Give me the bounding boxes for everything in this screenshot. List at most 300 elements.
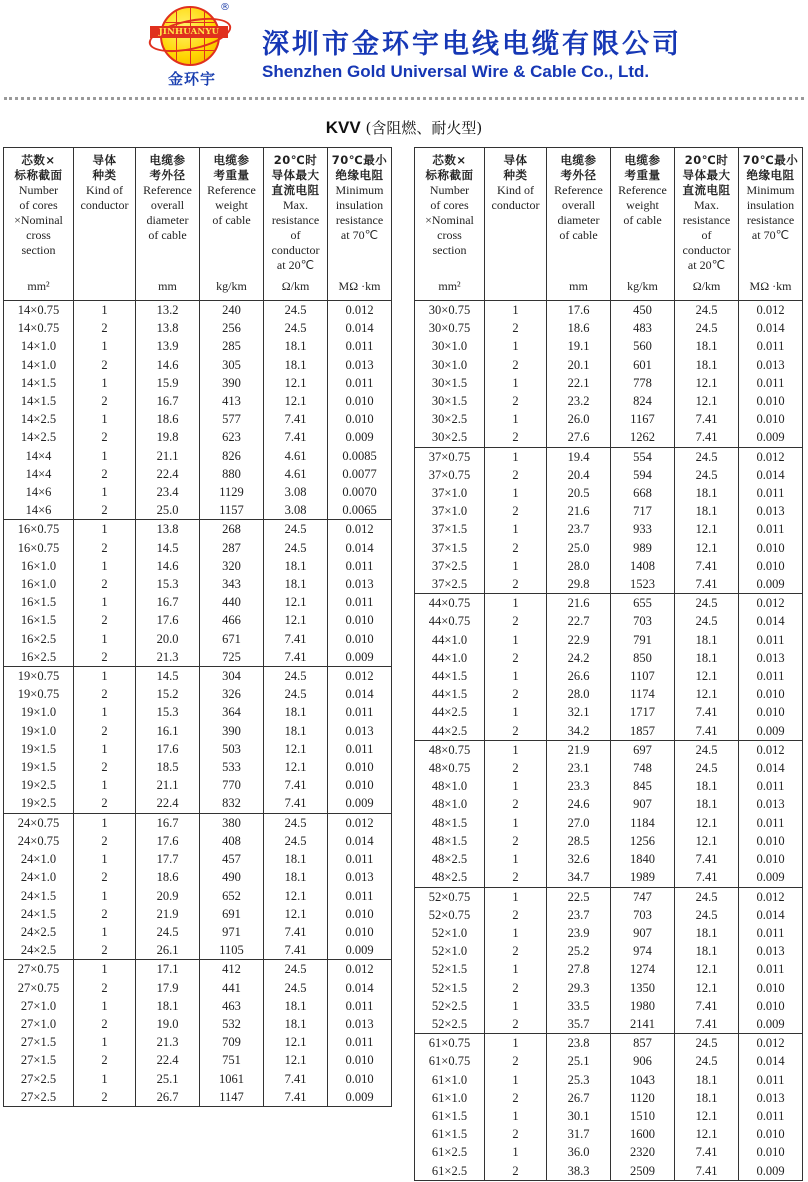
cell-max-resistance: 12.1: [675, 667, 739, 685]
cell-conductor-kind: 1: [485, 410, 547, 428]
cell-conductor-kind: 1: [74, 813, 136, 832]
cell-cores-section: 37×1.0: [415, 502, 485, 520]
table-row: [415, 1107, 803, 1125]
cell-cable-weight: 594: [611, 466, 675, 484]
cell-overall-diameter: 34.2: [547, 722, 611, 741]
cell-max-resistance: 12.1: [264, 905, 328, 923]
cell-cores-section: 24×0.75: [4, 813, 74, 832]
cell-cable-weight: 971: [200, 923, 264, 941]
cell-overall-diameter: 21.1: [136, 447, 200, 465]
cell-cores-section: 24×0.75: [4, 832, 74, 850]
cell-cores-section: 19×1.5: [4, 740, 74, 758]
cell-insulation-resistance: 0.012: [739, 1034, 803, 1053]
cell-cores-section: 52×0.75: [415, 906, 485, 924]
table-row: [415, 594, 803, 613]
cell-conductor-kind: 1: [74, 410, 136, 428]
cell-cable-weight: 1167: [611, 410, 675, 428]
cell-max-resistance: 24.5: [264, 685, 328, 703]
cell-conductor-kind: 1: [74, 960, 136, 979]
cell-conductor-kind: 1: [485, 1034, 547, 1053]
cell-overall-diameter: 22.4: [136, 794, 200, 813]
cell-max-resistance: 12.1: [264, 392, 328, 410]
column-header-cn: 芯数× 标称截面: [14, 153, 63, 182]
table-row: [415, 337, 803, 355]
cell-cable-weight: 1184: [611, 814, 675, 832]
cell-conductor-kind: 1: [485, 631, 547, 649]
cell-conductor-kind: 2: [485, 575, 547, 594]
table-row: [4, 593, 392, 611]
table-row: [4, 374, 392, 392]
cell-cores-section: 44×1.5: [415, 685, 485, 703]
cell-cores-section: 24×2.5: [4, 923, 74, 941]
cell-max-resistance: 7.41: [264, 1088, 328, 1107]
cell-max-resistance: 24.5: [264, 520, 328, 539]
cell-max-resistance: 24.5: [264, 667, 328, 686]
cell-insulation-resistance: 0.009: [739, 428, 803, 447]
cell-cores-section: 30×1.5: [415, 374, 485, 392]
cell-conductor-kind: 2: [485, 466, 547, 484]
cell-max-resistance: 7.41: [264, 648, 328, 667]
cell-overall-diameter: 25.2: [547, 942, 611, 960]
cell-cable-weight: 1147: [200, 1088, 264, 1107]
page-title: [0, 117, 808, 138]
cell-cores-section: 37×0.75: [415, 447, 485, 466]
cell-overall-diameter: 24.2: [547, 649, 611, 667]
cell-conductor-kind: 2: [485, 1162, 547, 1181]
table-row: [4, 941, 392, 960]
cell-conductor-kind: 1: [485, 814, 547, 832]
column-unit: Ω/km: [692, 279, 721, 293]
table-row: [415, 722, 803, 741]
cell-overall-diameter: 29.3: [547, 979, 611, 997]
column-header-max-resistance: [675, 148, 739, 301]
cell-cores-section: 48×1.0: [415, 795, 485, 813]
cell-overall-diameter: 17.6: [136, 832, 200, 850]
cell-cable-weight: 1262: [611, 428, 675, 447]
column-header-en: Minimum insulation resistance at 70℃: [746, 183, 795, 242]
table-row: [415, 631, 803, 649]
cell-overall-diameter: 20.4: [547, 466, 611, 484]
cell-cores-section: 19×0.75: [4, 667, 74, 686]
cell-overall-diameter: 18.6: [136, 868, 200, 886]
table-row: [415, 887, 803, 906]
table-row: [415, 484, 803, 502]
cell-max-resistance: 18.1: [675, 337, 739, 355]
cell-cores-section: 14×0.75: [4, 301, 74, 320]
cell-cores-section: 48×0.75: [415, 740, 485, 759]
cell-cores-section: 61×0.75: [415, 1034, 485, 1053]
column-header-cn: 电缆参 考外径: [560, 153, 597, 182]
column-unit: mm²: [438, 279, 461, 293]
table-row: [4, 520, 392, 539]
cell-insulation-resistance: 0.010: [328, 923, 392, 941]
cell-cable-weight: 364: [200, 703, 264, 721]
cell-cores-section: 61×2.5: [415, 1162, 485, 1181]
table-row: [4, 1070, 392, 1088]
table-row: [415, 1015, 803, 1034]
table-row: [4, 392, 392, 410]
cell-cores-section: 16×1.5: [4, 611, 74, 629]
cell-max-resistance: 7.41: [675, 1143, 739, 1161]
cell-overall-diameter: 20.1: [547, 356, 611, 374]
cell-max-resistance: 7.41: [675, 997, 739, 1015]
cell-cores-section: 37×2.5: [415, 575, 485, 594]
column-header-cable-weight: [200, 148, 264, 301]
cell-insulation-resistance: 0.013: [739, 1089, 803, 1107]
cell-insulation-resistance: 0.014: [328, 539, 392, 557]
cell-max-resistance: 18.1: [264, 575, 328, 593]
cell-cable-weight: 845: [611, 777, 675, 795]
table-row: [415, 356, 803, 374]
cell-max-resistance: 24.5: [675, 906, 739, 924]
cell-cable-weight: 826: [200, 447, 264, 465]
cell-insulation-resistance: 0.010: [739, 685, 803, 703]
cell-cable-weight: 463: [200, 997, 264, 1015]
cell-conductor-kind: 1: [485, 1143, 547, 1161]
cell-cores-section: 24×2.5: [4, 941, 74, 960]
cell-cable-weight: 1600: [611, 1125, 675, 1143]
cell-cores-section: 52×2.5: [415, 997, 485, 1015]
cell-max-resistance: 12.1: [675, 1107, 739, 1125]
cell-cores-section: 16×1.5: [4, 593, 74, 611]
column-header-cn: 电缆参 考重量: [624, 153, 661, 182]
table-row: [415, 1071, 803, 1089]
cell-conductor-kind: 2: [485, 1125, 547, 1143]
cell-max-resistance: 7.41: [675, 722, 739, 741]
column-header-insulation-resistance: [739, 148, 803, 301]
table-row: [4, 850, 392, 868]
cell-cable-weight: 441: [200, 979, 264, 997]
cell-conductor-kind: 1: [485, 374, 547, 392]
table-row: [415, 850, 803, 868]
cell-cable-weight: 1510: [611, 1107, 675, 1125]
cell-cable-weight: 1157: [200, 501, 264, 520]
table-row: [415, 997, 803, 1015]
cell-overall-diameter: 26.7: [547, 1089, 611, 1107]
table-row: [415, 539, 803, 557]
cell-cores-section: 52×1.5: [415, 960, 485, 978]
cell-insulation-resistance: 0.009: [739, 868, 803, 887]
cell-conductor-kind: 1: [485, 740, 547, 759]
cell-cores-section: 30×1.0: [415, 356, 485, 374]
cell-overall-diameter: 22.4: [136, 1051, 200, 1069]
cell-max-resistance: 4.61: [264, 465, 328, 483]
cell-max-resistance: 24.5: [675, 1034, 739, 1053]
cell-cable-weight: 1274: [611, 960, 675, 978]
cell-cores-section: 52×1.0: [415, 942, 485, 960]
cell-overall-diameter: 25.1: [136, 1070, 200, 1088]
cell-conductor-kind: 1: [485, 520, 547, 538]
column-header-cn: 电缆参 考外径: [149, 153, 186, 182]
cell-insulation-resistance: 0.010: [739, 539, 803, 557]
table-row: [415, 319, 803, 337]
cell-conductor-kind: 2: [485, 319, 547, 337]
cell-cable-weight: 390: [200, 722, 264, 740]
cell-max-resistance: 7.41: [264, 941, 328, 960]
cell-max-resistance: 12.1: [264, 740, 328, 758]
cell-insulation-resistance: 0.010: [739, 703, 803, 721]
cell-max-resistance: 12.1: [675, 539, 739, 557]
cell-cable-weight: 577: [200, 410, 264, 428]
table-row: [4, 868, 392, 886]
cell-cores-section: 27×0.75: [4, 979, 74, 997]
cell-cores-section: 52×2.5: [415, 1015, 485, 1034]
cell-conductor-kind: 1: [74, 776, 136, 794]
table-row: [415, 777, 803, 795]
cell-cores-section: 52×1.0: [415, 924, 485, 942]
cell-cores-section: 27×1.0: [4, 1015, 74, 1033]
cell-insulation-resistance: 0.011: [328, 740, 392, 758]
cell-insulation-resistance: 0.012: [739, 740, 803, 759]
column-header-cores-section: [4, 148, 74, 301]
cell-cable-weight: 751: [200, 1051, 264, 1069]
cell-cores-section: 27×1.0: [4, 997, 74, 1015]
column-header-cn: 导体 种类: [92, 153, 117, 182]
cell-insulation-resistance: 0.010: [328, 758, 392, 776]
table-row: [4, 794, 392, 813]
cell-cable-weight: 770: [200, 776, 264, 794]
cell-max-resistance: 7.41: [264, 428, 328, 446]
cell-cores-section: 44×1.0: [415, 631, 485, 649]
cell-max-resistance: 12.1: [675, 374, 739, 392]
cell-conductor-kind: 1: [74, 337, 136, 355]
cell-max-resistance: 24.5: [675, 447, 739, 466]
cell-conductor-kind: 2: [74, 722, 136, 740]
cell-conductor-kind: 1: [485, 594, 547, 613]
cell-overall-diameter: 17.6: [136, 740, 200, 758]
cell-max-resistance: 18.1: [264, 337, 328, 355]
cell-overall-diameter: 19.4: [547, 447, 611, 466]
cell-conductor-kind: 2: [74, 685, 136, 703]
column-header-cn: 导体 种类: [503, 153, 528, 182]
cell-conductor-kind: 1: [485, 777, 547, 795]
table-row: [4, 703, 392, 721]
table-row: [415, 1034, 803, 1053]
cell-overall-diameter: 17.7: [136, 850, 200, 868]
cell-conductor-kind: 2: [485, 759, 547, 777]
cell-cores-section: 48×2.5: [415, 850, 485, 868]
cell-conductor-kind: 2: [74, 1015, 136, 1033]
cell-conductor-kind: 1: [485, 1071, 547, 1089]
cell-cores-section: 24×1.5: [4, 905, 74, 923]
cell-conductor-kind: 1: [74, 667, 136, 686]
cell-overall-diameter: 13.8: [136, 319, 200, 337]
cell-conductor-kind: 2: [485, 1052, 547, 1070]
cell-max-resistance: 18.1: [264, 1015, 328, 1033]
cell-conductor-kind: 1: [74, 447, 136, 465]
cell-conductor-kind: 2: [74, 575, 136, 593]
column-header-en: Minimum insulation resistance at 70℃: [335, 183, 384, 242]
cell-insulation-resistance: 0.011: [739, 374, 803, 392]
cell-insulation-resistance: 0.014: [739, 906, 803, 924]
cell-overall-diameter: 26.1: [136, 941, 200, 960]
cell-overall-diameter: 25.1: [547, 1052, 611, 1070]
column-header-insulation-resistance: [328, 148, 392, 301]
cell-cable-weight: 343: [200, 575, 264, 593]
cell-cores-section: 27×1.5: [4, 1033, 74, 1051]
table-row: [415, 374, 803, 392]
cell-cores-section: 44×2.5: [415, 703, 485, 721]
cell-overall-diameter: 38.3: [547, 1162, 611, 1181]
cell-cable-weight: 503: [200, 740, 264, 758]
cell-overall-diameter: 18.6: [547, 319, 611, 337]
cell-cable-weight: 483: [611, 319, 675, 337]
cell-overall-diameter: 31.7: [547, 1125, 611, 1143]
cell-cores-section: 44×1.0: [415, 649, 485, 667]
cell-overall-diameter: 16.1: [136, 722, 200, 740]
cell-max-resistance: 18.1: [675, 1089, 739, 1107]
column-header-cn: 20℃时 导体最大 直流电阻: [271, 153, 320, 197]
cell-insulation-resistance: 0.0085: [328, 447, 392, 465]
column-header-max-resistance: [264, 148, 328, 301]
table-row: [4, 648, 392, 667]
cell-max-resistance: 24.5: [264, 301, 328, 320]
table-row: [4, 575, 392, 593]
table-row: [415, 703, 803, 721]
cell-insulation-resistance: 0.011: [739, 631, 803, 649]
cell-overall-diameter: 35.7: [547, 1015, 611, 1034]
cell-conductor-kind: 2: [74, 648, 136, 667]
cell-insulation-resistance: 0.011: [739, 814, 803, 832]
cell-insulation-resistance: 0.011: [739, 667, 803, 685]
cell-cores-section: 16×1.0: [4, 575, 74, 593]
cell-insulation-resistance: 0.011: [328, 1033, 392, 1051]
cell-conductor-kind: 1: [485, 484, 547, 502]
cell-insulation-resistance: 0.010: [328, 1051, 392, 1069]
cell-conductor-kind: 2: [485, 1015, 547, 1034]
cell-cable-weight: 668: [611, 484, 675, 502]
table-row: [415, 960, 803, 978]
cell-overall-diameter: 24.6: [547, 795, 611, 813]
model-subtitle: (含阻燃、耐火型): [360, 119, 483, 137]
cell-insulation-resistance: 0.014: [739, 1052, 803, 1070]
cell-conductor-kind: 2: [74, 356, 136, 374]
table-row: [4, 887, 392, 905]
cell-max-resistance: 12.1: [675, 1125, 739, 1143]
cell-conductor-kind: 2: [485, 392, 547, 410]
column-header-en: Reference overall diameter of cable: [143, 183, 192, 242]
table-row: [415, 979, 803, 997]
cell-overall-diameter: 20.5: [547, 484, 611, 502]
cell-insulation-resistance: 0.011: [328, 997, 392, 1015]
table-row: [4, 611, 392, 629]
cell-insulation-resistance: 0.011: [328, 337, 392, 355]
cell-cable-weight: 380: [200, 813, 264, 832]
cell-overall-diameter: 20.9: [136, 887, 200, 905]
cell-conductor-kind: 1: [74, 1070, 136, 1088]
cell-cores-section: 61×1.5: [415, 1125, 485, 1143]
cell-insulation-resistance: 0.009: [328, 1088, 392, 1107]
column-header-cn: 70℃最小 绝缘电阻: [331, 153, 388, 182]
cell-overall-diameter: 23.9: [547, 924, 611, 942]
cell-insulation-resistance: 0.011: [328, 374, 392, 392]
cell-conductor-kind: 2: [485, 942, 547, 960]
cell-cores-section: 24×1.0: [4, 850, 74, 868]
dotted-divider: [4, 97, 804, 100]
table-row: [4, 356, 392, 374]
cell-cores-section: 30×2.5: [415, 428, 485, 447]
cell-overall-diameter: 21.1: [136, 776, 200, 794]
cell-insulation-resistance: 0.010: [739, 557, 803, 575]
cell-conductor-kind: 1: [485, 703, 547, 721]
cell-max-resistance: 18.1: [264, 356, 328, 374]
cell-cable-weight: 554: [611, 447, 675, 466]
column-unit: mm: [158, 279, 177, 293]
cell-conductor-kind: 2: [74, 465, 136, 483]
cell-conductor-kind: 2: [485, 1089, 547, 1107]
cell-conductor-kind: 2: [74, 868, 136, 886]
cell-max-resistance: 12.1: [264, 887, 328, 905]
cell-conductor-kind: 2: [74, 905, 136, 923]
cell-insulation-resistance: 0.0070: [328, 483, 392, 501]
cell-cable-weight: 1840: [611, 850, 675, 868]
cell-cable-weight: 1523: [611, 575, 675, 594]
cell-conductor-kind: 2: [74, 832, 136, 850]
cell-cores-section: 24×1.5: [4, 887, 74, 905]
cell-max-resistance: 3.08: [264, 483, 328, 501]
cell-cable-weight: 697: [611, 740, 675, 759]
table-row: [415, 795, 803, 813]
table-row: [415, 1143, 803, 1161]
cell-insulation-resistance: 0.009: [739, 575, 803, 594]
cell-insulation-resistance: 0.014: [739, 319, 803, 337]
cell-overall-diameter: 23.2: [547, 392, 611, 410]
cell-max-resistance: 7.41: [264, 776, 328, 794]
cell-insulation-resistance: 0.014: [739, 466, 803, 484]
table-row: [4, 428, 392, 446]
cell-cores-section: 24×1.0: [4, 868, 74, 886]
cell-cable-weight: 1129: [200, 483, 264, 501]
cell-max-resistance: 7.41: [675, 557, 739, 575]
cell-cable-weight: 1105: [200, 941, 264, 960]
cell-cable-weight: 655: [611, 594, 675, 613]
table-row: [415, 428, 803, 447]
cell-cable-weight: 857: [611, 1034, 675, 1053]
cell-cores-section: 19×1.5: [4, 758, 74, 776]
cell-cable-weight: 652: [200, 887, 264, 905]
cell-max-resistance: 12.1: [675, 960, 739, 978]
table-row: [415, 759, 803, 777]
cell-cable-weight: 703: [611, 906, 675, 924]
cell-overall-diameter: 19.0: [136, 1015, 200, 1033]
cell-conductor-kind: 2: [74, 428, 136, 446]
cell-cable-weight: 532: [200, 1015, 264, 1033]
cell-cable-weight: 285: [200, 337, 264, 355]
cell-cores-section: 14×6: [4, 483, 74, 501]
cell-cores-section: 37×2.5: [415, 557, 485, 575]
table-row: [4, 501, 392, 520]
cell-insulation-resistance: 0.010: [328, 611, 392, 629]
cell-insulation-resistance: 0.010: [739, 392, 803, 410]
table-row: [415, 447, 803, 466]
cell-insulation-resistance: 0.0077: [328, 465, 392, 483]
column-header-cores-section: [415, 148, 485, 301]
column-unit: Ω/km: [281, 279, 310, 293]
column-header-cn: 电缆参 考重量: [213, 153, 250, 182]
cell-overall-diameter: 18.1: [136, 997, 200, 1015]
table-row: [4, 630, 392, 648]
cell-conductor-kind: 1: [74, 850, 136, 868]
cell-cable-weight: 305: [200, 356, 264, 374]
cell-overall-diameter: 23.8: [547, 1034, 611, 1053]
table-row: [4, 979, 392, 997]
table-row: [4, 1015, 392, 1033]
table-row: [415, 466, 803, 484]
cell-cores-section: 16×2.5: [4, 648, 74, 667]
cell-conductor-kind: 1: [74, 483, 136, 501]
cell-overall-diameter: 23.3: [547, 777, 611, 795]
cell-cores-section: 14×2.5: [4, 428, 74, 446]
